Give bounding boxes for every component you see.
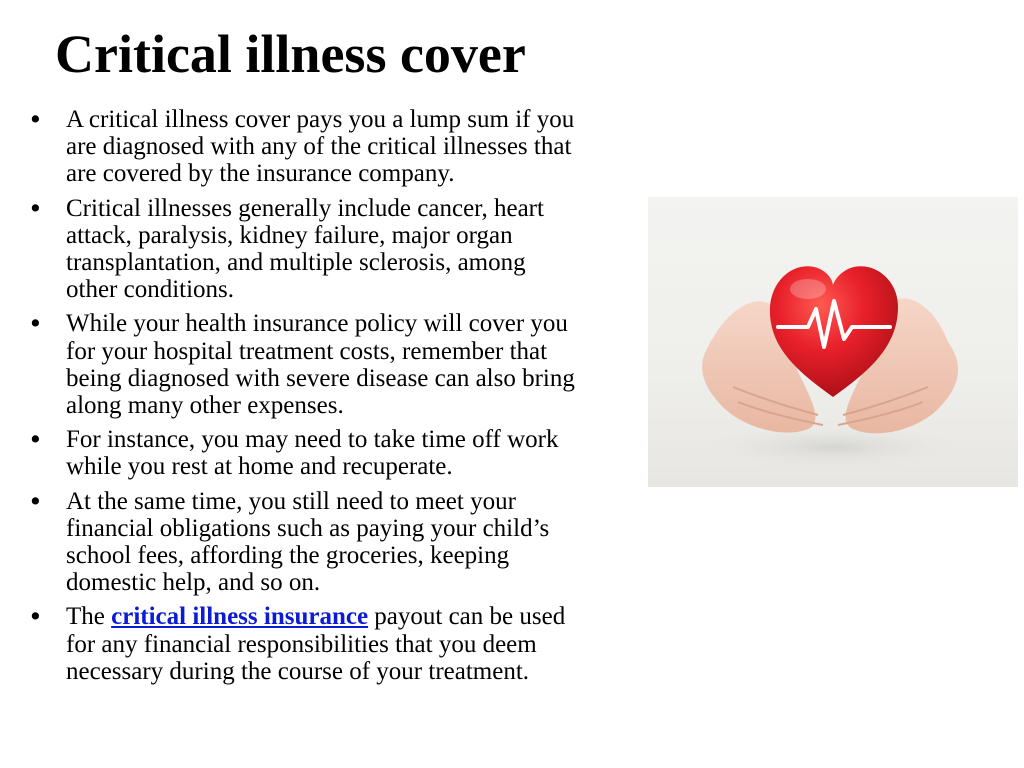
bullet-text-line: other conditions. [66,276,235,304]
bullet-list [0,106,650,692]
bullet-item [0,106,650,188]
bullet-item [0,603,650,685]
bullet-text-line: At the same time, you still need to meet your [66,487,516,515]
bullet-text-line: Critical illnesses generally include cancer, heart [66,194,544,222]
bullet-icon: • [28,486,43,516]
bullet-text-line: being diagnosed with severe disease can also bring [66,364,575,392]
bullet-text-line: While your health insurance policy will cover you [66,310,568,338]
bullet-text-line: For instance, you may need to take time off work [66,426,559,454]
shadow-shape [703,425,963,469]
bullet-text-suffix: payout can be used [374,603,566,631]
bullet-item [0,310,650,419]
bullet-icon: • [28,425,43,455]
bullet-text-line: along many other expenses. [66,392,344,420]
bullet-text-line: transplantation, and multiple sclerosis, among [66,249,526,277]
bullet-text-line: are covered by the insurance company. [66,160,455,188]
bullet-icon: • [28,602,43,632]
bullet-text-line: necessary during the course of your treatment. [66,657,530,685]
bullet-text-line: while you rest at home and recuperate. [66,453,453,481]
bullet-text-line: for any financial responsibilities that you deem [66,630,537,658]
bullet-item [0,488,650,597]
bullet-text-line: are diagnosed with any of the critical illnesses that [66,133,572,161]
bullet-text-line: financial obligations such as paying your child’s [66,514,550,542]
bullet-icon: • [28,309,43,339]
heart-in-hands-illustration [648,197,1018,487]
bullet-text-line: domestic help, and so on. [66,569,321,597]
bullet-text-line: for your hospital treatment costs, remember that [66,337,548,365]
bullet-icon: • [28,105,43,134]
bullet-text-line: school fees, affording the groceries, keeping [66,542,510,570]
bullet-text-line: attack, paralysis, kidney failure, major organ [66,221,513,249]
bullet-text-prefix: The [66,603,105,631]
bullet-item [0,195,650,304]
bullet-text-line: A critical illness cover pays you a lump sum if you [66,106,575,133]
bullet-item [0,426,650,480]
bullet-text-line [66,603,650,630]
slide-title: Critical illness cover [55,24,526,84]
bullet-icon: • [28,193,43,223]
heart-in-hands-image [648,197,1018,487]
heart-highlight-shape [790,279,826,299]
critical-illness-insurance-link[interactable]: critical illness insurance [111,603,369,631]
